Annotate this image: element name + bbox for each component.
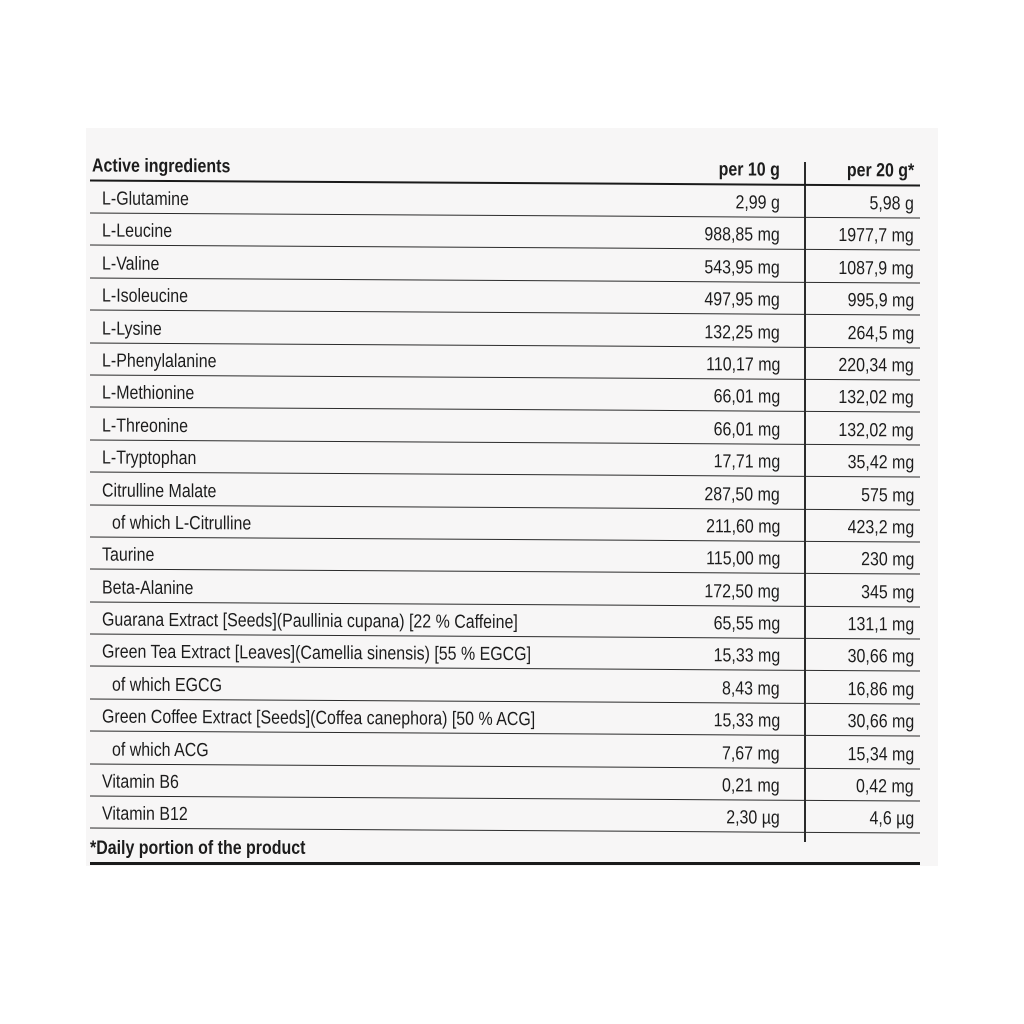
table-row	[90, 732, 920, 769]
amount-per-20g: 230 mg	[860, 549, 914, 572]
ingredient-name: L-Phenylalanine	[102, 350, 217, 373]
ingredient-name: L-Isoleucine	[102, 286, 189, 308]
table-row	[90, 376, 920, 413]
ingredient-name: L-Tryptophan	[102, 448, 197, 470]
amount-per-10g: 66,01 mg	[713, 387, 780, 409]
amount-per-10g: 211,60 mg	[705, 516, 780, 538]
ingredient-name: Guarana Extract [Seeds](Paullinia cupana) [22 % Caffeine]	[102, 610, 518, 634]
table-row	[90, 408, 920, 445]
table-header	[90, 149, 920, 186]
amount-per-10g: 17,71 mg	[713, 451, 780, 474]
ingredient-name: L-Lysine	[102, 318, 162, 340]
amount-per-20g: 5,98 g	[869, 193, 914, 215]
ingredient-name: of which EGCG	[112, 674, 222, 697]
ingredient-name: of which ACG	[112, 739, 209, 762]
amount-per-20g: 131,1 mg	[847, 614, 914, 636]
amount-per-20g: 15,34 mg	[847, 744, 914, 766]
amount-per-10g: 15,33 mg	[713, 646, 780, 668]
amount-per-10g: 172,50 mg	[704, 581, 780, 603]
ingredient-name: L-Glutamine	[102, 188, 189, 211]
amount-per-20g: 35,42 mg	[847, 452, 914, 475]
ingredient-name: Green Tea Extract [Leaves](Camellia sinensis) [55 % EGCG]	[102, 642, 532, 667]
ingredient-name: Vitamin B12	[102, 804, 188, 826]
amount-per-20g: 132,02 mg	[838, 420, 914, 442]
amount-per-10g: 7,67 mg	[722, 743, 780, 765]
amount-per-20g: 264,5 mg	[847, 323, 914, 345]
amount-per-10g: 8,43 mg	[722, 678, 780, 700]
table-row	[90, 441, 920, 478]
ingredient-name: L-Methionine	[102, 383, 195, 405]
amount-per-10g: 15,33 mg	[713, 710, 780, 733]
amount-per-20g: 30,66 mg	[847, 711, 914, 734]
header-active-ingredients: Active ingredients	[92, 155, 231, 178]
amount-per-10g: 0,21 mg	[722, 775, 780, 798]
amount-per-20g: 575 mg	[860, 485, 914, 507]
amount-per-10g: 2,99 g	[735, 192, 780, 215]
table-row	[90, 538, 920, 575]
amount-per-20g: 345 mg	[860, 582, 914, 604]
amount-per-10g: 2,30 µg	[726, 808, 780, 830]
table-row	[90, 700, 920, 737]
amount-per-20g: 1087,9 mg	[838, 258, 914, 280]
amount-per-10g: 110,17 mg	[705, 354, 780, 377]
header-per-10g: per 10 g	[718, 159, 780, 181]
amount-per-20g: 423,2 mg	[847, 517, 914, 539]
amount-per-10g: 543,95 mg	[704, 257, 780, 279]
amount-per-10g: 115,00 mg	[705, 548, 780, 571]
ingredient-name: Taurine	[102, 545, 155, 567]
amount-per-20g: 30,66 mg	[847, 646, 914, 669]
amount-per-20g: 132,02 mg	[838, 387, 914, 410]
ingredient-name: of which L-Citrulline	[112, 512, 252, 535]
ingredient-name: Citrulline Malate	[102, 480, 217, 503]
ingredient-name: Beta-Alanine	[102, 577, 194, 600]
table-footnote-row	[90, 832, 920, 865]
amount-per-10g: 66,01 mg	[713, 419, 780, 441]
amount-per-10g: 988,85 mg	[704, 225, 780, 247]
ingredient-name: L-Threonine	[102, 415, 189, 438]
amount-per-20g: 4,6 µg	[869, 809, 914, 831]
amount-per-20g: 220,34 mg	[838, 355, 914, 377]
amount-per-10g: 132,25 mg	[704, 322, 780, 344]
amount-per-20g: 16,86 mg	[847, 679, 914, 701]
ingredient-name: Green Coffee Extract [Seeds](Coffea canephora) [50 % ACG]	[102, 707, 536, 731]
amount-per-10g: 287,50 mg	[704, 484, 780, 506]
ingredient-name: L-Valine	[102, 253, 160, 276]
amount-per-20g: 0,42 mg	[856, 776, 914, 798]
ingredient-name: Vitamin B6	[102, 771, 179, 794]
table-row	[90, 667, 920, 704]
amount-per-10g: 497,95 mg	[704, 289, 780, 312]
table-row	[90, 505, 920, 542]
table-row	[90, 570, 920, 607]
amount-per-20g: 1977,7 mg	[838, 225, 914, 248]
table-row	[90, 311, 920, 348]
ingredients-table	[90, 152, 920, 865]
table-row	[90, 635, 920, 672]
header-per-20g: per 20 g*	[846, 160, 914, 182]
ingredient-name: L-Leucine	[102, 221, 173, 243]
amount-per-20g: 995,9 mg	[847, 290, 914, 313]
amount-per-10g: 65,55 mg	[713, 613, 780, 636]
table-row	[90, 246, 920, 283]
table-row	[90, 279, 920, 316]
footnote: *Daily portion of the product	[90, 837, 306, 859]
table-row	[90, 214, 920, 251]
table-row	[90, 797, 920, 834]
table-row	[90, 473, 920, 510]
